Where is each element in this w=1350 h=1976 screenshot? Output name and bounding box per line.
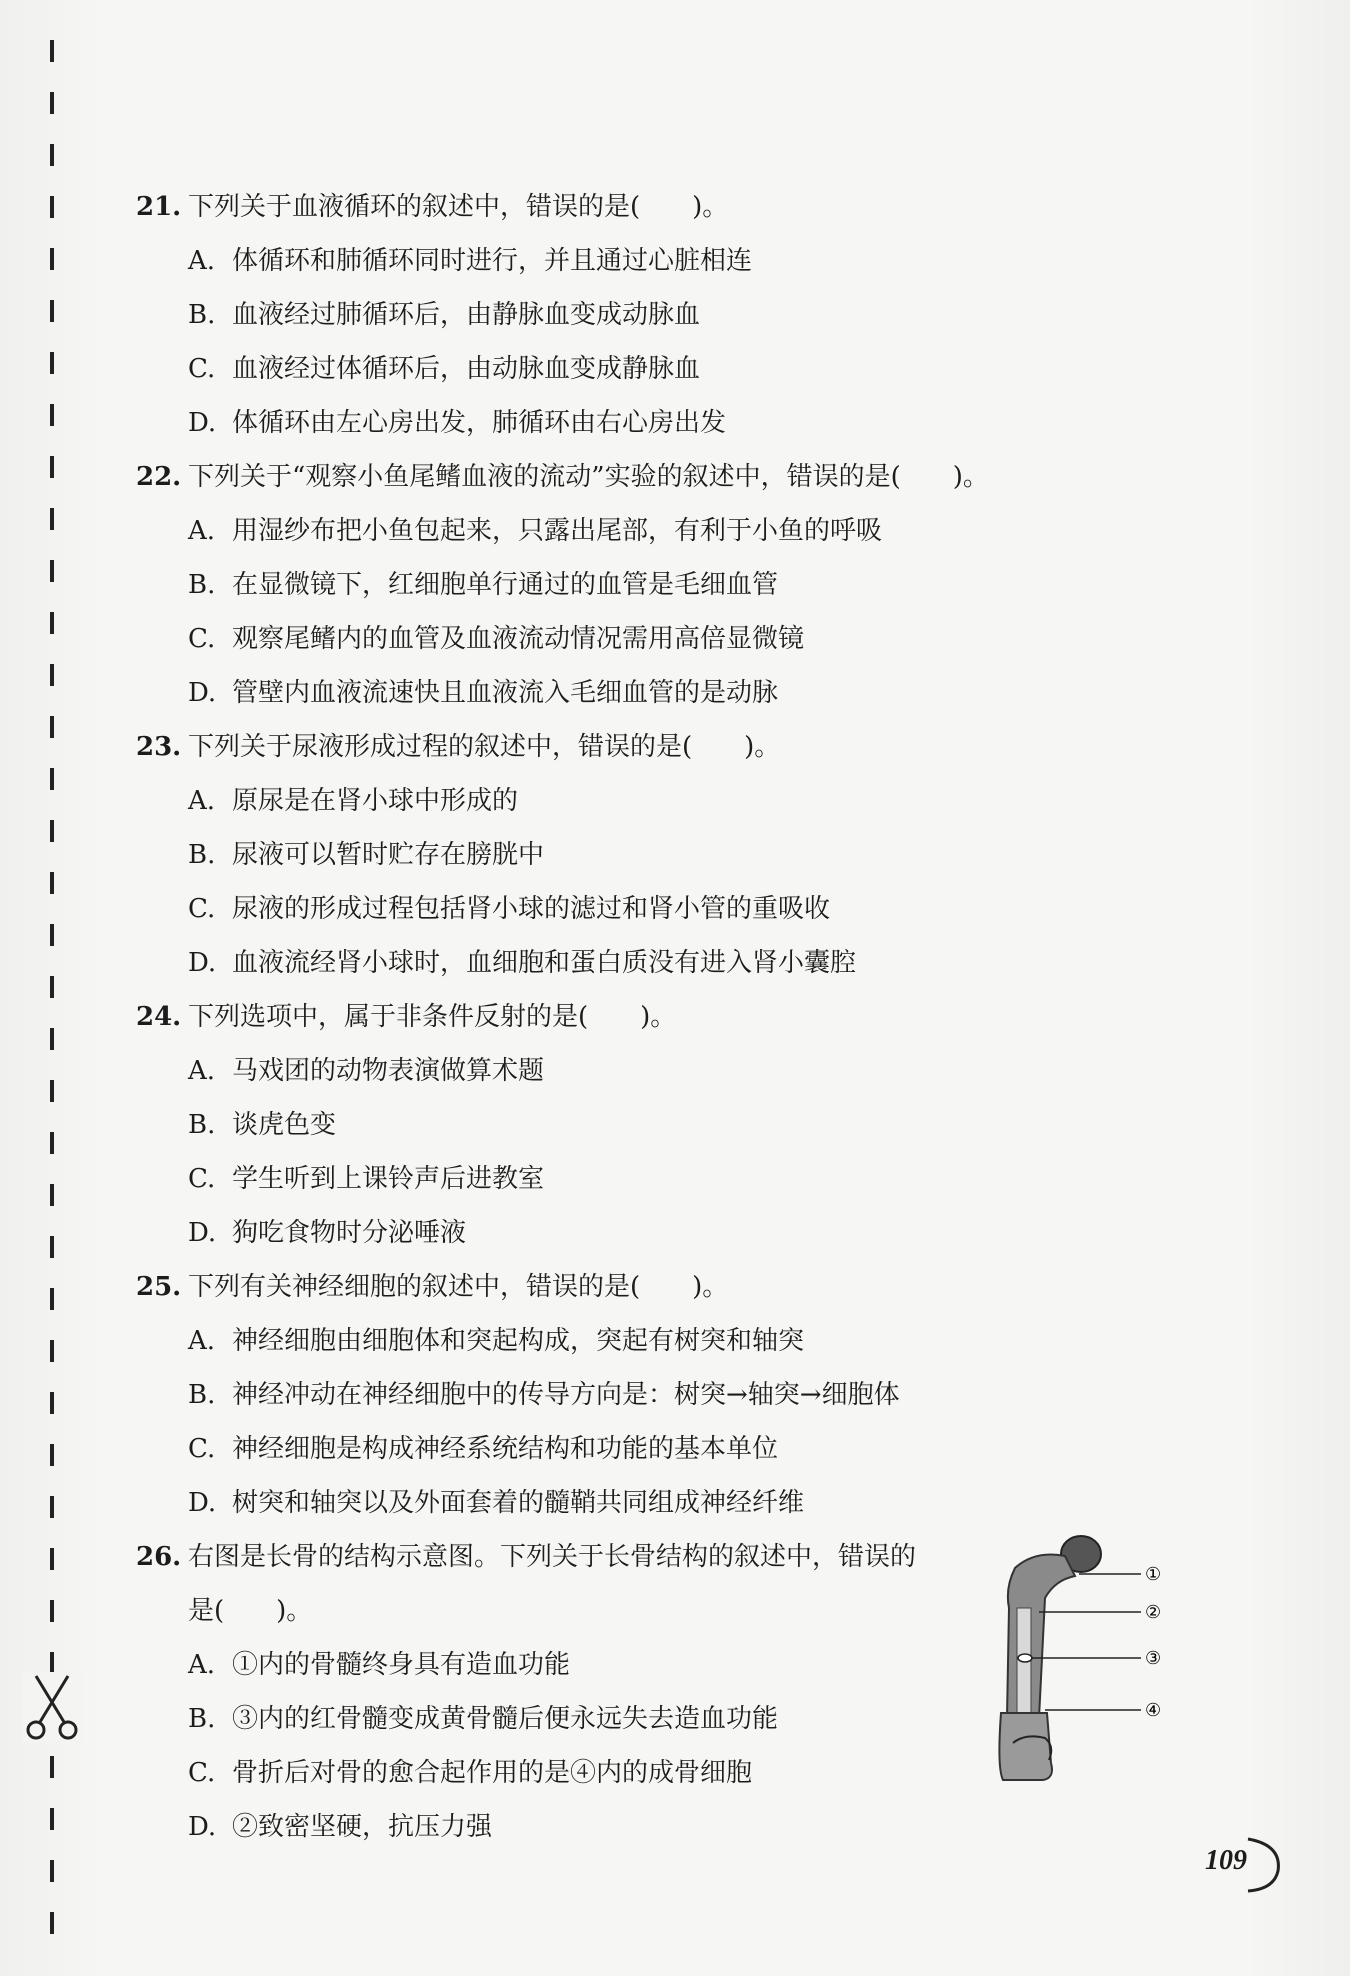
question-22 — [136, 450, 1136, 720]
option-letter: B. — [188, 570, 216, 600]
option-letter: C. — [188, 1434, 216, 1464]
option-text: 神经冲动在神经细胞中的传导方向是：树突→轴突→细胞体 — [232, 1380, 900, 1410]
option-text: ③内的红骨髓变成黄骨髓后便永远失去造血功能 — [232, 1704, 779, 1734]
figure-label-1: ① — [1145, 1564, 1162, 1585]
option-text: 树突和轴突以及外面套着的髓鞘共同组成神经纤维 — [232, 1488, 805, 1518]
question-25 — [136, 1260, 1136, 1530]
option-text: 神经细胞由细胞体和突起构成，突起有树突和轴突 — [232, 1326, 805, 1356]
option-letter: A. — [188, 786, 216, 816]
option-text: 神经细胞是构成神经系统结构和功能的基本单位 — [232, 1434, 779, 1464]
option-letter: D. — [188, 1812, 217, 1842]
option-letter: B. — [188, 1110, 216, 1140]
cut-line — [50, 40, 54, 1950]
question-stem: 下列关于血液循环的叙述中，错误的是( )。 — [188, 192, 729, 222]
question-stem: 下列有关神经细胞的叙述中，错误的是( )。 — [188, 1272, 729, 1302]
question-stem: 下列关于“观察小鱼尾鳍血液的流动”实验的叙述中，错误的是( )。 — [188, 462, 989, 492]
figure-label-3: ③ — [1145, 1648, 1162, 1669]
option-text: 体循环由左心房出发，肺循环由右心房出发 — [232, 408, 727, 438]
option-letter: B. — [188, 1380, 216, 1410]
option-text: 狗吃食物时分泌唾液 — [232, 1218, 467, 1248]
question-list — [136, 180, 1136, 1854]
option-text: 用湿纱布把小鱼包起来，只露出尾部，有利于小鱼的呼吸 — [232, 516, 883, 546]
option-text: 学生听到上课铃声后进教室 — [232, 1164, 545, 1194]
bone-lower-end-shape — [999, 1713, 1052, 1780]
question-number: 24. — [136, 1002, 182, 1032]
option-text: ①内的骨髓终身具有造血功能 — [232, 1650, 571, 1680]
option-letter: B. — [188, 840, 216, 870]
scissors-icon — [22, 1672, 82, 1742]
option-text: ②致密坚硬，抗压力强 — [232, 1812, 493, 1842]
option-letter: A. — [188, 1326, 216, 1356]
option-letter: C. — [188, 354, 216, 384]
question-number: 21. — [136, 192, 182, 222]
option-letter: C. — [188, 1164, 216, 1194]
option-text: 尿液的形成过程包括肾小球的滤过和肾小管的重吸收 — [232, 894, 831, 924]
figure-label-2: ② — [1145, 1602, 1162, 1623]
option-letter: B. — [188, 300, 216, 330]
figure-label-4: ④ — [1145, 1700, 1162, 1721]
option-letter: D. — [188, 408, 217, 438]
question-number: 23. — [136, 732, 182, 762]
option-text: 血液流经肾小球时，血细胞和蛋白质没有进入肾小囊腔 — [232, 948, 857, 978]
option-text: 血液经过肺循环后，由静脉血变成动脉血 — [232, 300, 701, 330]
question-21 — [136, 180, 1136, 450]
option-text: 马戏团的动物表演做算术题 — [232, 1056, 545, 1086]
option-letter: D. — [188, 678, 217, 708]
option-letter: A. — [188, 1056, 216, 1086]
question-number: 22. — [136, 462, 182, 492]
option-letter: D. — [188, 948, 217, 978]
cavity-marker-shape — [1018, 1654, 1032, 1662]
page-number: 109 — [1205, 1845, 1247, 1876]
option-text: 在显微镜下，红细胞单行通过的血管是毛细血管 — [232, 570, 779, 600]
option-letter: B. — [188, 1704, 216, 1734]
option-text: 骨折后对骨的愈合起作用的是④内的成骨细胞 — [232, 1758, 753, 1788]
question-24 — [136, 990, 1136, 1260]
option-text: 谈虎色变 — [232, 1110, 337, 1140]
question-number: 25. — [136, 1272, 182, 1302]
question-stem: 下列选项中，属于非条件反射的是( )。 — [188, 1002, 677, 1032]
option-letter: A. — [188, 1650, 216, 1680]
option-letter: D. — [188, 1218, 217, 1248]
option-letter: D. — [188, 1488, 217, 1518]
question-stem: 下列关于尿液形成过程的叙述中，错误的是( )。 — [188, 732, 781, 762]
long-bone-figure — [995, 1528, 1165, 1788]
question-stem-continued: 是( )。 — [188, 1596, 313, 1626]
option-letter: C. — [188, 624, 216, 654]
option-text: 原尿是在肾小球中形成的 — [232, 786, 519, 816]
option-letter: A. — [188, 516, 216, 546]
option-text: 血液经过体循环后，由动脉血变成静脉血 — [232, 354, 701, 384]
question-number: 26. — [136, 1542, 182, 1572]
option-text: 观察尾鳍内的血管及血液流动情况需用高倍显微镜 — [232, 624, 805, 654]
option-letter: C. — [188, 894, 216, 924]
question-stem: 右图是长骨的结构示意图。下列关于长骨结构的叙述中，错误的 — [188, 1542, 917, 1572]
option-letter: A. — [188, 246, 216, 276]
option-letter: C. — [188, 1758, 216, 1788]
option-text: 尿液可以暂时贮存在膀胱中 — [232, 840, 545, 870]
option-text: 体循环和肺循环同时进行，并且通过心脏相连 — [232, 246, 753, 276]
page-number-arc-icon — [1238, 1835, 1298, 1895]
question-23 — [136, 720, 1136, 990]
option-text: 管壁内血液流速快且血液流入毛细血管的是动脉 — [232, 678, 779, 708]
question-26 — [136, 1530, 1136, 1854]
